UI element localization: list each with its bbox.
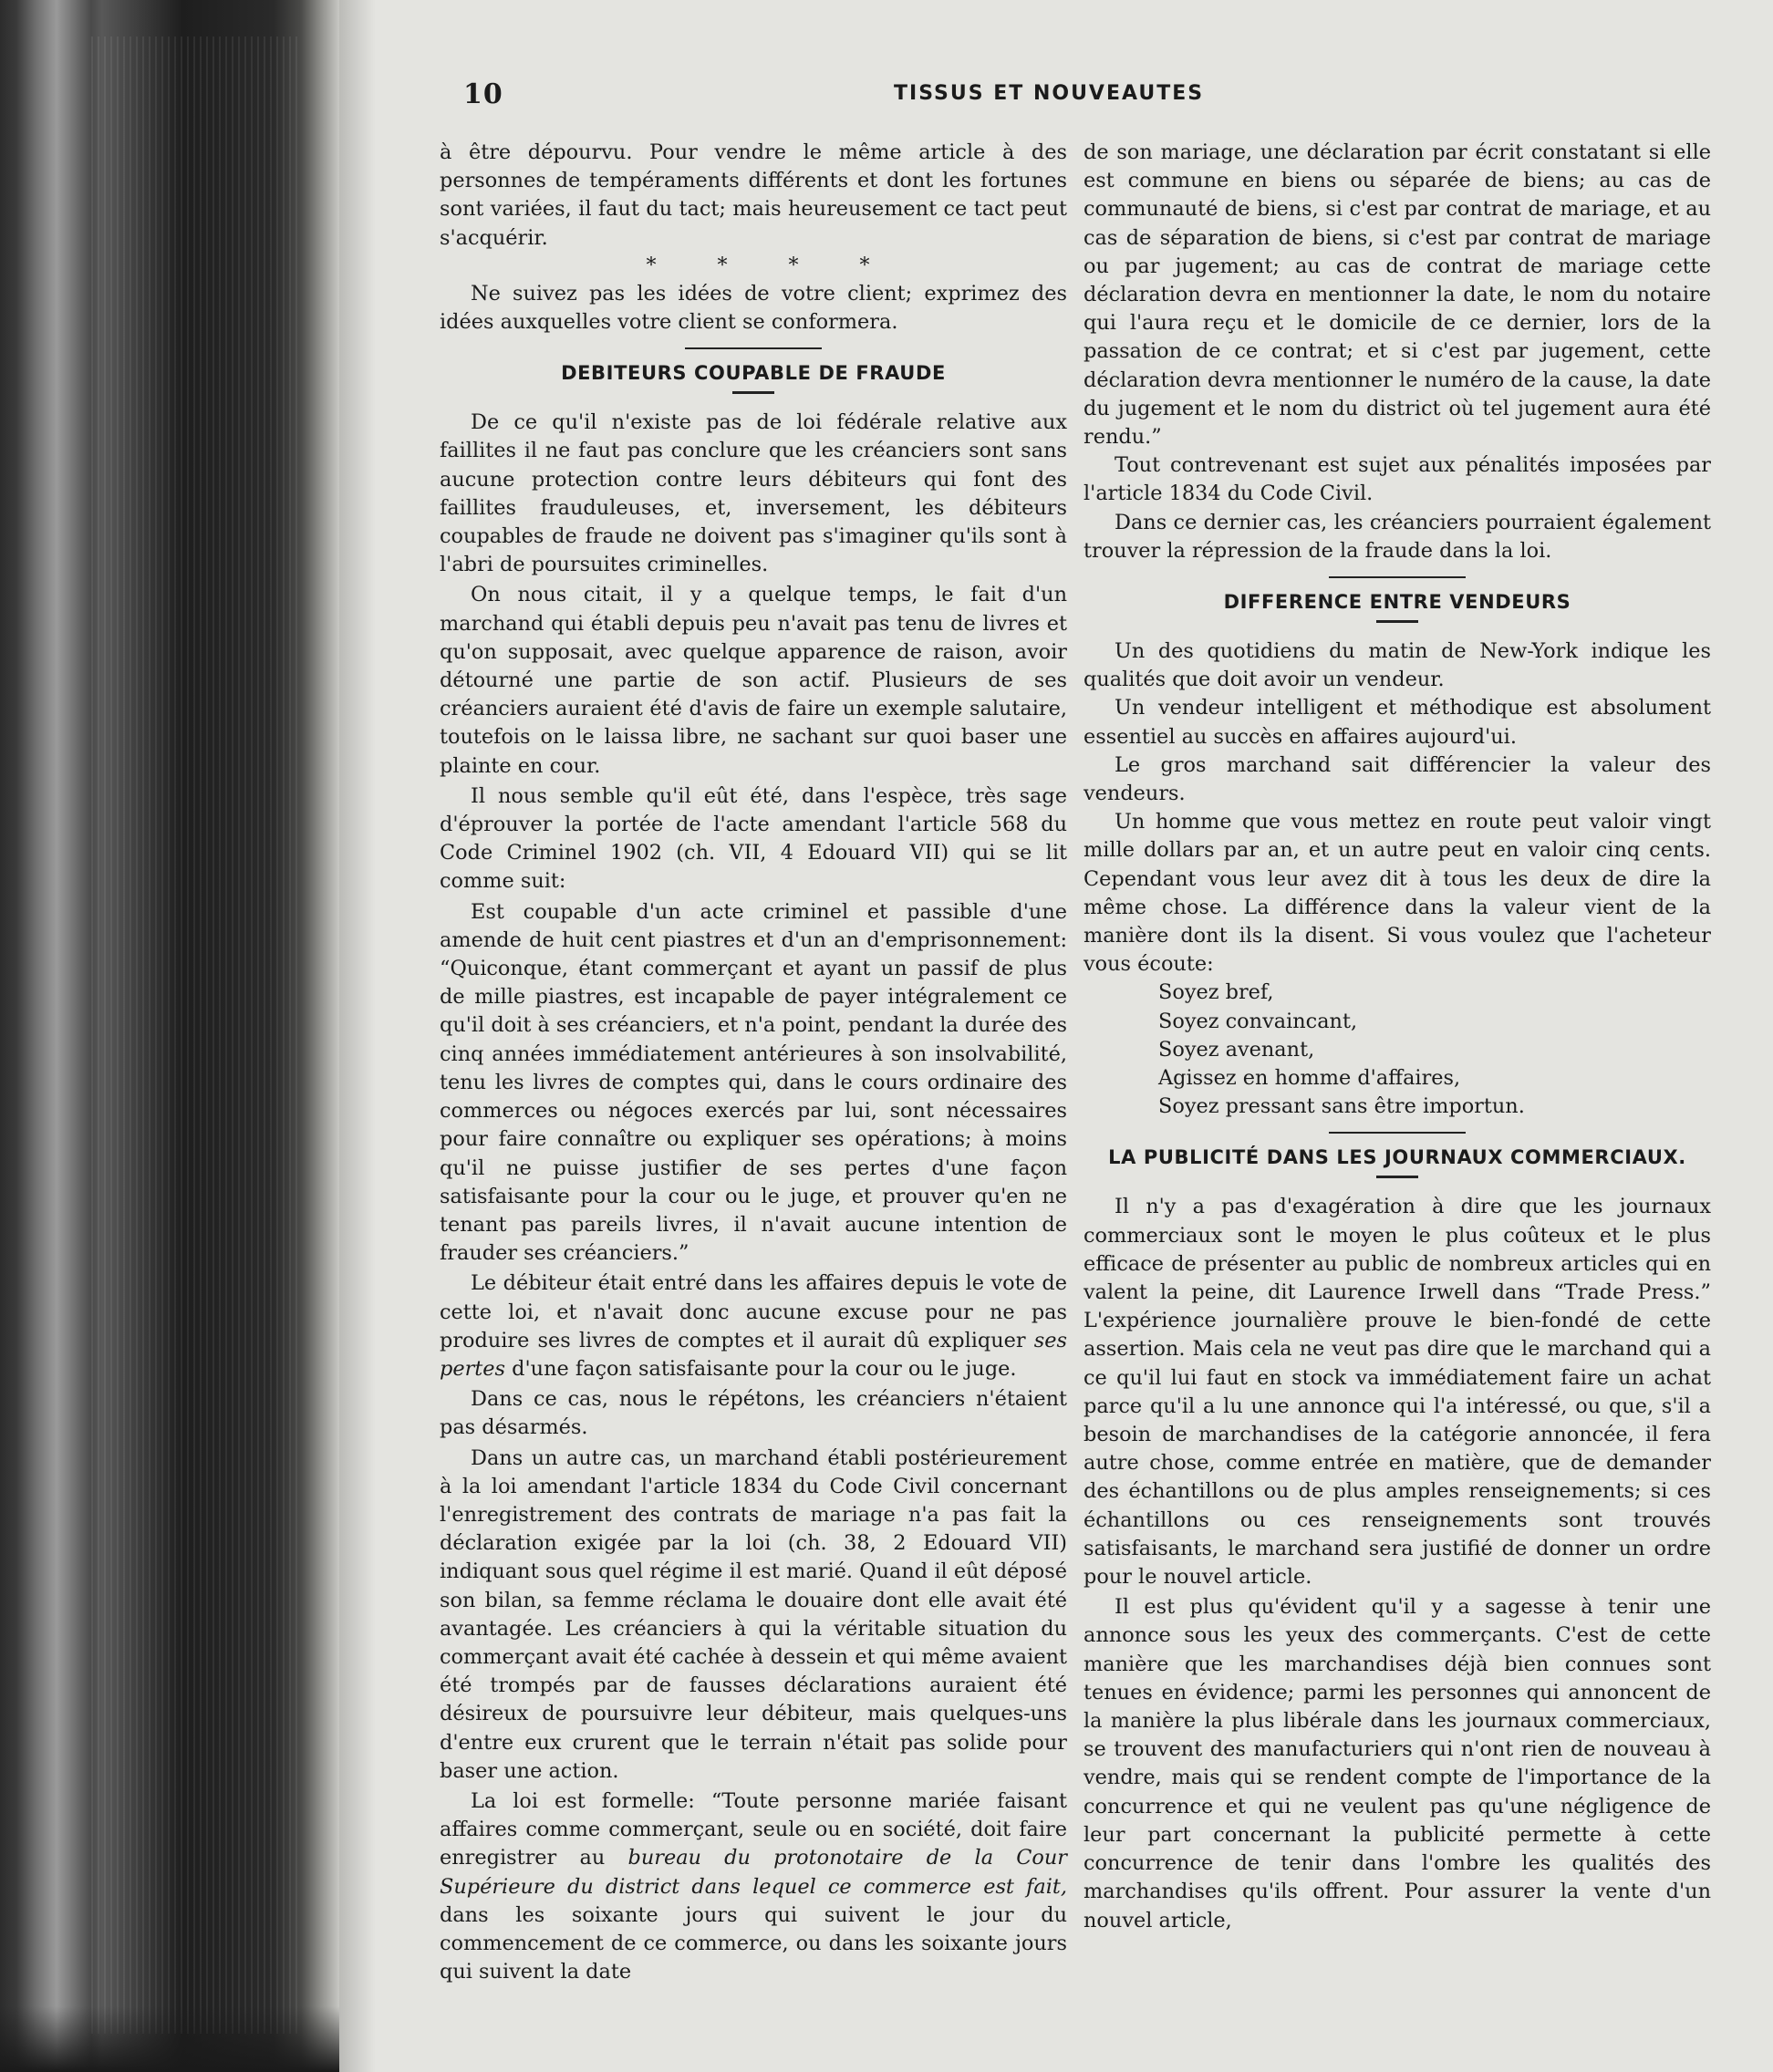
advice-list bbox=[1084, 979, 1711, 1121]
section-separator: * * * * bbox=[646, 254, 897, 277]
heading-underline bbox=[732, 391, 774, 394]
advice-line: Agissez en homme d'affaires, bbox=[1158, 1066, 1461, 1091]
continued-paragraph: de son mariage, une déclaration par écrit constatant si elle est commune en biens ou séparée de biens; au cas de communauté de biens, si c'est par contrat de mariage, et au cas de séparation de biens, si c'est par contrat de mariage ou par jugement; au cas de contrat de mariage cette déclaration devra en mentionner la date, le nom du notaire qui l'aura reçu et le domicile de ce dernier, lors de la passation de ce contrat; et si c'est par jugement, cette déclaration devra mentionner le numéro de la cause, la date du jugement et le nom du district où tel jugement aura été rendu.” bbox=[1084, 140, 1711, 450]
paragraph-text: La loi est formelle: “Toute personne mariée faisant affaires comme commerçant, seule ou en société, doit faire enregistrer au bbox=[440, 1788, 1067, 1870]
body-paragraph: Tout contrevenant est sujet aux pénalités imposées par l'article 1834 du Code Civil. bbox=[1084, 453, 1711, 506]
body-paragraph bbox=[440, 1269, 1067, 1383]
section-rule bbox=[685, 347, 822, 349]
italic-text: bureau du protonotaire de la Cour Supérieure du district dans lequel ce commerce est fait, bbox=[440, 1846, 1067, 1899]
intro-paragraph: Ne suivez pas les idées de votre client; exprimez des idées auxquelles votre client se conformera. bbox=[440, 281, 1067, 335]
paragraph-text: dans les soixante jours qui suivent le jour du commencement de ce commerce, ou dans les soixante jours qui suivent la date bbox=[440, 1902, 1067, 1984]
page-edges bbox=[91, 36, 301, 2034]
section-heading-debiteurs: DEBITEURS COUPABLE DE FRAUDE bbox=[561, 362, 946, 385]
section-heading-vendeurs: DIFFERENCE ENTRE VENDEURS bbox=[1223, 591, 1571, 614]
body-paragraph: Il est plus qu'évident qu'il y a sagesse à tenir une annonce sous les yeux des commerçants. C'est de cette manière que les marchandises déjà bien connues sont tenues en évidence; parmi les personnes qui annoncent de la manière la plus libérale dans les journaux commerciaux, se trouvent des manufacturiers qui n'ont rien de nouveau à vendre, mais qui se rendent compte de l'importance de la concurrence et qui ne veulent pas qu'une négligence de leur part concernant la publicité permette à cette concurrence de tenir dans l'ombre les qualités des marchandises qu'ils offrent. Pour assurer la vente d'un nouvel article, bbox=[1084, 1595, 1711, 1932]
journal-page bbox=[339, 0, 1773, 2072]
body-paragraph: Un homme que vous mettez en route peut valoir vingt mille dollars par an, et un autre peut en valoir cinq cents. Cependant vous leur avez dit à tous les deux de dire la même chose. La différence dans la valeur vient de la manière dont ils la disent. Si vous voulez que l'acheteur vous écoute: bbox=[1084, 810, 1711, 977]
advice-line: Soyez pressant sans être importun. bbox=[1158, 1094, 1525, 1119]
heading-underline bbox=[1376, 1176, 1418, 1178]
body-paragraph: Le gros marchand sait différencier la valeur des vendeurs. bbox=[1084, 752, 1711, 806]
journal-title: TISSUS ET NOUVEAUTES bbox=[894, 82, 1205, 105]
body-paragraph: Il n'y a pas d'exagération à dire que les journaux commerciaux sont le moyen le plus coûteux et le plus efficace de présenter au public de nombreux articles qui en valent la peine, dit Laurence Irwell dans “Trade Press.” L'expérience journalière prouve le bien-fondé de cette assertion. Mais cela ne veut pas dire que le marchand qui a ce qu'il lui faut en stock va immédiatement faire un achat parce qu'il a lu une annonce qui l'a intéressé, ou que, s'il a besoin de marchandises de la catégorie annoncée, il fera autre chose, comme entrée en matière, que de demander des échantillons ou de plus amples renseignements; si ces échantillons ou ces renseignements sont trouvés satisfaisants, le marchand sera justifié de donner un ordre pour le nouvel article. bbox=[1084, 1195, 1711, 1590]
body-paragraph: Dans ce cas, nous le répétons, les créanciers n'étaient pas désarmés. bbox=[440, 1387, 1067, 1440]
advice-line: Soyez convaincant, bbox=[1158, 1009, 1358, 1033]
left-column bbox=[440, 139, 1067, 1986]
binding-shadow bbox=[0, 2006, 339, 2072]
intro-paragraph: à être dépourvu. Pour vendre le même article à des personnes de tempéraments différents et dont les fortunes sont variées, il faut du tact; mais heureusement ce tact peut s'acquérir. bbox=[440, 140, 1067, 250]
body-paragraph: De ce qu'il n'existe pas de loi fédérale relative aux faillites il ne faut pas conclure que les créanciers sont sans aucune protection contre leurs débiteurs qui font des faillites frauduleuses, et, inversement, les débiteurs coupables de fraude ne doivent pas s'imaginer qu'ils sont à l'abri de poursuites criminelles. bbox=[440, 410, 1067, 577]
heading-underline bbox=[1376, 620, 1418, 623]
advice-line: Soyez bref, bbox=[1158, 980, 1274, 1005]
body-paragraph: Dans ce dernier cas, les créanciers pourraient également trouver la répression de la fraude dans la loi. bbox=[1084, 510, 1711, 563]
body-paragraph bbox=[440, 1787, 1067, 1986]
paragraph-text: Le débiteur était entré dans les affaires depuis le vote de cette loi, et n'avait donc aucune excuse pour ne pas produire ses livres de comptes et il aurait dû expliquer bbox=[440, 1271, 1067, 1352]
body-paragraph: On nous citait, il y a quelque temps, le fait d'un marchand qui établi depuis peu n'avait pas tenu de livres et qu'on supposait, avec quelque apparence de raison, avoir détourné une partie de son actif. Plusieurs de ses créanciers auraient été d'avis de faire un exemple salutaire, toutefois on le laissa libre, ne sachant sur quoi baser une plainte en cour. bbox=[440, 583, 1067, 778]
body-paragraph: Il nous semble qu'il eût été, dans l'espèce, très sage d'éprouver la portée de l'acte amendant l'article 568 du Code Criminel 1902 (ch. VII, 4 Edouard VII) qui se lit comme suit: bbox=[440, 783, 1067, 894]
body-paragraph: Un des quotidiens du matin de New-York indique les qualités que doit avoir un vendeur. bbox=[1084, 639, 1711, 692]
advice-line: Soyez avenant, bbox=[1158, 1037, 1315, 1062]
section-rule bbox=[1329, 576, 1466, 578]
body-paragraph: Dans un autre cas, un marchand établi postérieurement à la loi amendant l'article 1834 du Code Civil concernant l'enregistrement des contrats de mariage n'a pas fait la déclaration exigée par la loi (ch. 38, 2 Edouard VII) indiquant sous quel régime il est marié. Quand il eût déposé son bilan, sa femme réclama le douaire dont elle avait été avantagée. Les créanciers à qui la véritable situation du commerçant avait été cachée à dessein et qui même avaient été trompés par de fausses déclarations auraient été désireux de poursuivre leur débiteur, mais quelques-uns d'entre eux crurent que le terrain n'était pas solide pour baser une action. bbox=[440, 1445, 1067, 1783]
page-number: 10 bbox=[463, 78, 503, 110]
book-binding-edge bbox=[0, 0, 339, 2072]
section-heading-publicite: LA PUBLICITÉ DANS LES JOURNAUX COMMERCIAUX. bbox=[1108, 1146, 1686, 1169]
italic-text: ses pertes bbox=[440, 1328, 1068, 1381]
paragraph-text: d'une façon satisfaisante pour la cour ou le juge. bbox=[512, 1356, 1017, 1381]
right-column bbox=[1084, 139, 1711, 1935]
section-rule bbox=[1329, 1132, 1466, 1134]
body-paragraph: Un vendeur intelligent et méthodique est absolument essentiel au succès en affaires aujourd'ui. bbox=[1084, 696, 1711, 749]
body-paragraph-quotation: Est coupable d'un acte criminel et passible d'une amende de huit cent piastres et d'un an d'emprisonnement: “Quiconque, étant commerçant et ayant un passif de plus de mille piastres, est incapable de payer intégralement ce qu'il doit à ses créanciers, et n'a point, pendant la durée des cinq années immédiatement antérieures à son insolvabilité, tenu les livres de comptes qui, dans le cours ordinaire des commerces ou négoces exercés par lui, sont nécessaires pour faire connaître ou expliquer ses opérations; à moins qu'il ne puisse justifier de ses pertes d'une façon satisfaisante pour la cour ou le juge, et prouver qu'en ne tenant pas pareils livres, il n'avait aucune intention de frauder ses créanciers.” bbox=[440, 899, 1067, 1266]
running-head bbox=[339, 78, 1773, 115]
